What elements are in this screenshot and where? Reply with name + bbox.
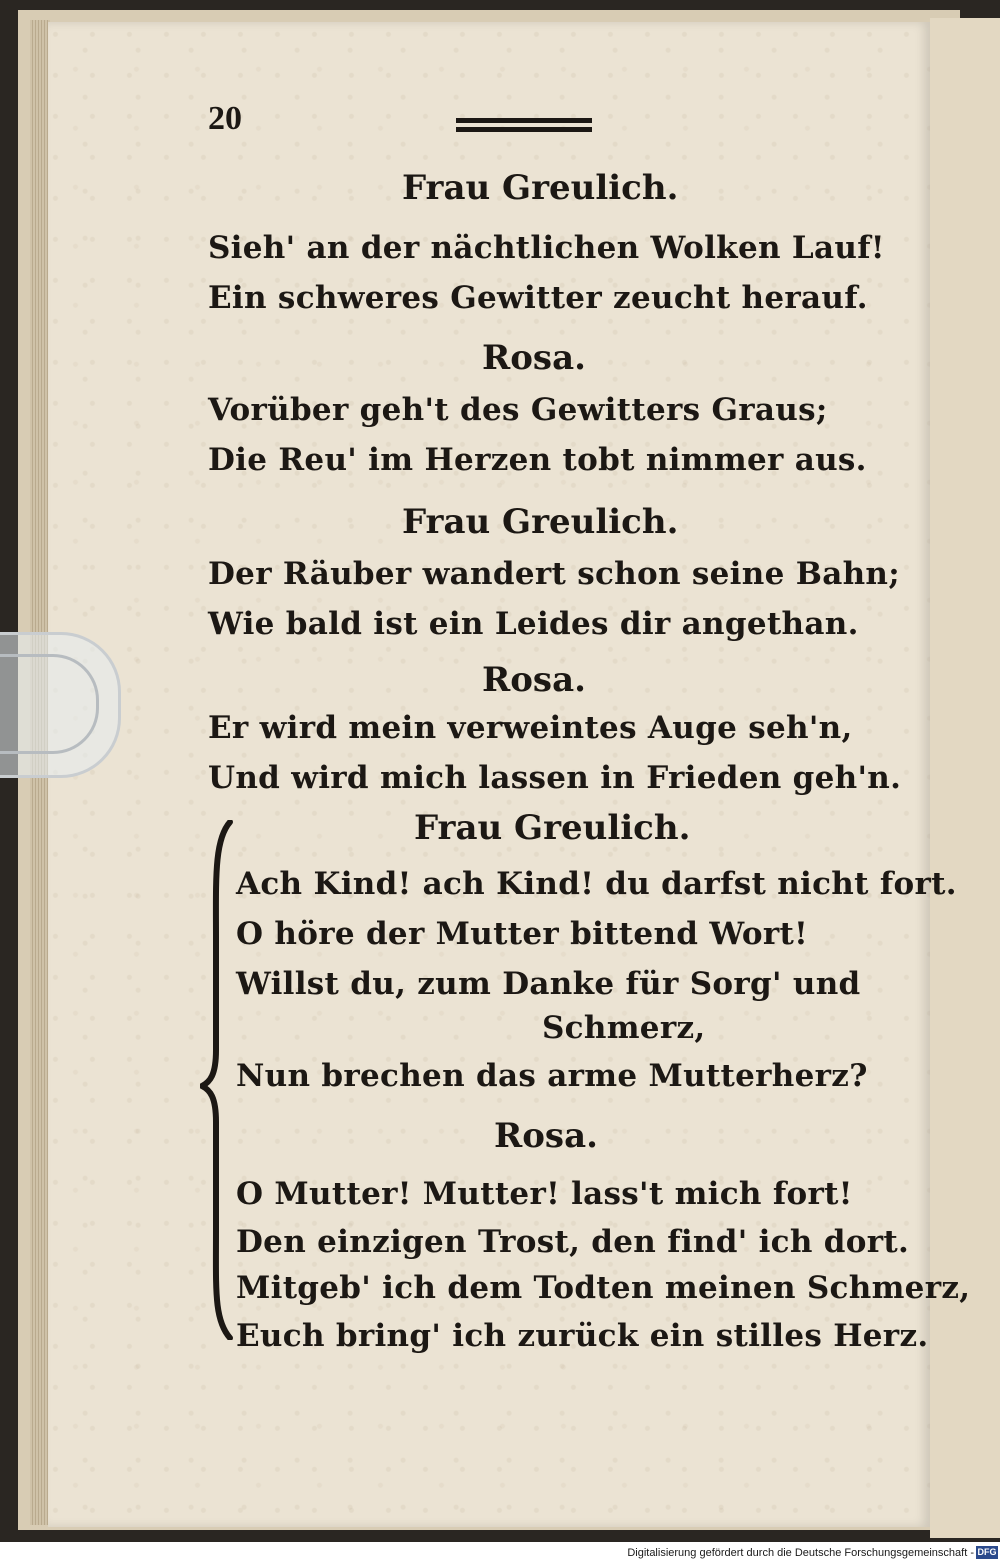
facing-page-edge: [930, 18, 1000, 1538]
speaker-heading: Rosa.: [482, 338, 586, 378]
funding-credit: Digitalisierung gefördert durch die Deutsche Forschungsgemeinschaft -: [627, 1547, 974, 1559]
verse-line: Und wird mich lassen in Frieden geh'n.: [208, 760, 902, 796]
verse-line: Ein schweres Gewitter zeucht herauf.: [208, 280, 868, 316]
verse-line: Er wird mein verweintes Auge seh'n,: [208, 710, 853, 746]
speaker-heading: Frau Greulich.: [402, 168, 679, 208]
header-rule-bottom: [456, 127, 592, 132]
verse-line-continuation: Schmerz,: [542, 1010, 706, 1046]
speaker-heading: Frau Greulich.: [414, 808, 691, 848]
speaker-heading: Frau Greulich.: [402, 502, 679, 542]
speaker-heading: Rosa.: [482, 660, 586, 700]
verse-line: Willst du, zum Danke für Sorg' und: [236, 966, 861, 1002]
footer-bar: [0, 1542, 1000, 1562]
verse-line: Der Räuber wandert schon seine Bahn;: [208, 556, 900, 592]
verse-line: Nun brechen das arme Mutterherz?: [236, 1058, 868, 1094]
verse-line: Ach Kind! ach Kind! du darfst nicht fort.: [236, 866, 957, 902]
verse-line: O Mutter! Mutter! lass't mich fort!: [236, 1176, 853, 1212]
verse-line: Vorüber geh't des Gewitters Graus;: [208, 392, 828, 428]
verse-line: Euch bring' ich zurück ein stilles Herz.: [236, 1318, 929, 1354]
page-clip-inner: [0, 654, 99, 754]
verse-line: O höre der Mutter bittend Wort!: [236, 916, 809, 952]
speaker-heading: Rosa.: [494, 1116, 598, 1156]
verse-line: Den einzigen Trost, den find' ich dort.: [236, 1224, 910, 1260]
verse-line: Sieh' an der nächtlichen Wolken Lauf!: [208, 230, 885, 266]
verse-line: Mitgeb' ich dem Todten meinen Schmerz,: [236, 1270, 971, 1306]
verse-line: Die Reu' im Herzen tobt nimmer aus.: [208, 442, 867, 478]
header-rule-top: [456, 118, 592, 123]
page-number: 20: [208, 100, 242, 137]
verse-brace: [200, 820, 234, 1340]
verse-line: Wie bald ist ein Leides dir angethan.: [208, 606, 859, 642]
dfg-logo: DFG: [977, 1547, 997, 1557]
